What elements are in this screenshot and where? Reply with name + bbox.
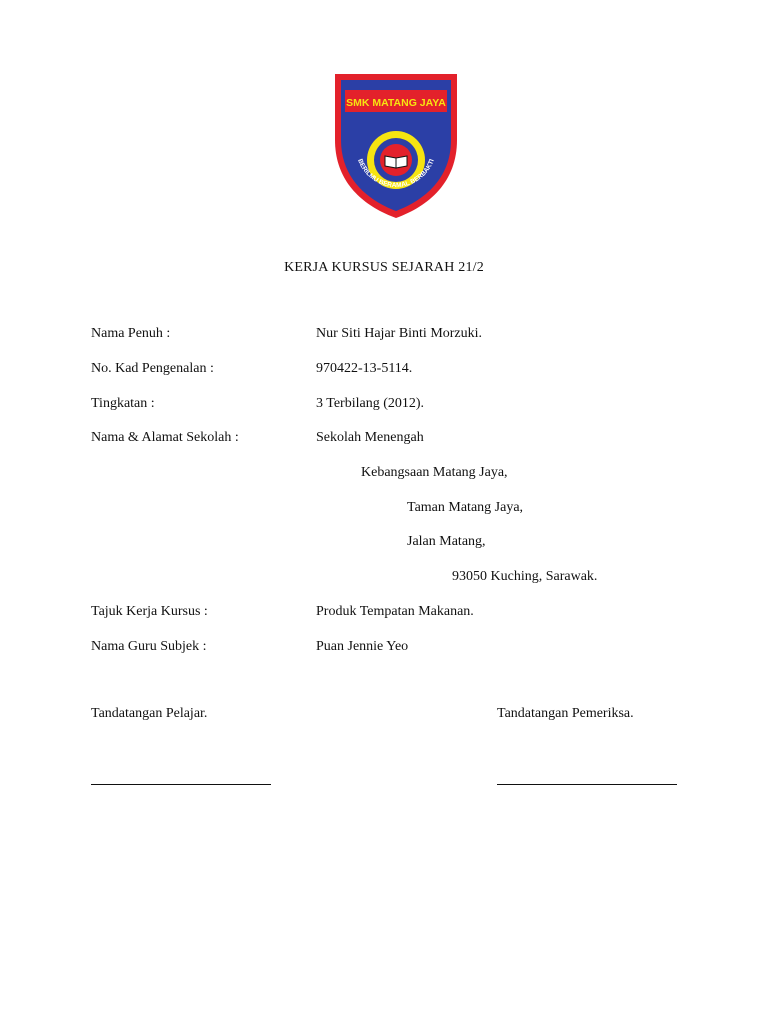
crest-name-text: SMK MATANG JAYA bbox=[346, 97, 446, 109]
field-label: Nama Penuh : bbox=[91, 326, 171, 341]
document-title: KERJA KURSUS SEJARAH 21/2 bbox=[284, 260, 484, 275]
crest-motto-text: BERILMU BERAMAL BERBAKTI bbox=[356, 158, 436, 190]
field-label: No. Kad Pengenalan : bbox=[91, 361, 214, 376]
field-value: Puan Jennie Yeo bbox=[316, 639, 409, 654]
signature-label-pemeriksa: Tandatangan Pemeriksa. bbox=[497, 706, 634, 721]
field-value: Nur Siti Hajar Binti Morzuki. bbox=[316, 326, 483, 341]
field-label: Tajuk Kerja Kursus : bbox=[91, 604, 208, 619]
signature-line-pemeriksa bbox=[497, 784, 677, 785]
school-crest-logo bbox=[329, 70, 463, 220]
field-label: Nama Guru Subjek : bbox=[91, 639, 207, 654]
field-value: 970422-13-5114. bbox=[316, 361, 413, 376]
address-line: 93050 Kuching, Sarawak. bbox=[452, 569, 598, 584]
field-label: Tingkatan : bbox=[91, 396, 155, 411]
field-value: Produk Tempatan Makanan. bbox=[316, 604, 474, 619]
field-value: 3 Terbilang (2012). bbox=[316, 396, 425, 411]
book-icon bbox=[385, 156, 407, 168]
signature-line-pelajar bbox=[91, 784, 271, 785]
signature-label-pelajar: Tandatangan Pelajar. bbox=[91, 706, 208, 721]
address-line: Taman Matang Jaya, bbox=[407, 500, 524, 515]
field-label: Nama & Alamat Sekolah : bbox=[91, 430, 239, 445]
address-line: Kebangsaan Matang Jaya, bbox=[361, 465, 508, 480]
address-line: Sekolah Menengah bbox=[316, 430, 424, 445]
address-line: Jalan Matang, bbox=[407, 534, 486, 549]
